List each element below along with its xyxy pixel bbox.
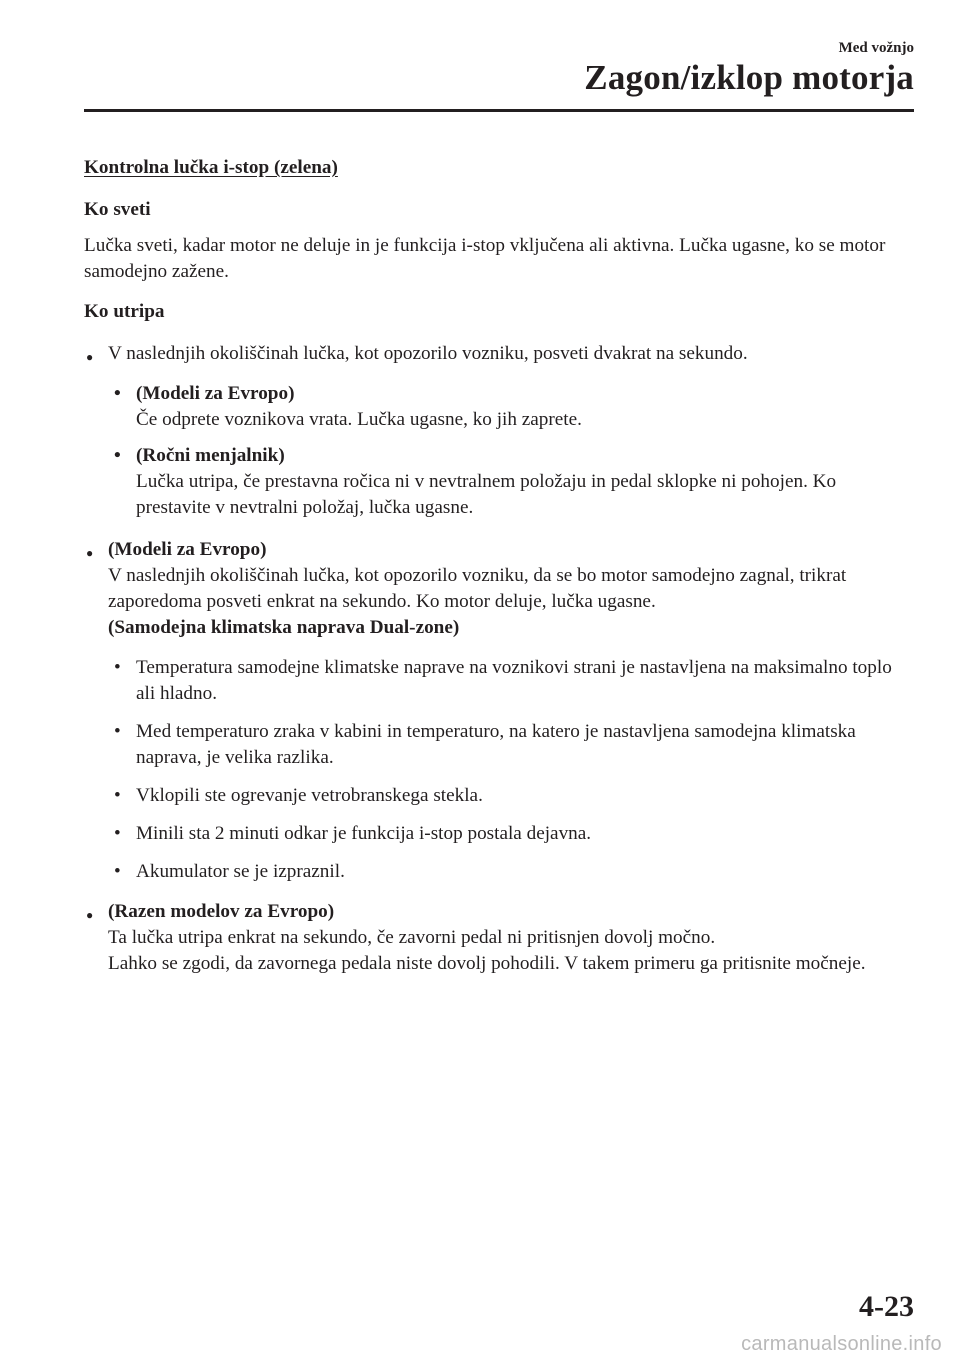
bullet-item-2 <box>84 537 914 641</box>
condition-item-text: Minili sta 2 minuti odkar je funkcija i-stop postala dejavna. <box>136 823 592 844</box>
sub-bullet-1-text: Če odprete voznikova vrata. Lučka ugasne, ko jih zaprete. <box>136 409 582 430</box>
page-content <box>84 155 914 977</box>
sub-bullet-2-text: Lučka utripa, če prestavna ročica ni v nevtralnem položaju in pedal sklopke ni pohojen. Ko prestavite v nevtralni položaj, lučka ugasne. <box>136 471 837 518</box>
sub-bullet-marker: • <box>114 383 121 404</box>
bullet-item-3-text-1: Ta lučka utripa enkrat na sekundo, če zavorni pedal ni pritisnjen dovolj močno. <box>108 927 716 948</box>
sub-bullet-2-title: (Ročni menjalnik) <box>136 445 285 466</box>
condition-item-text: Med temperaturo zraka v kabini in temperaturo, na katero je nastavljena samodejna klimatska naprava, je velika razlika. <box>136 721 856 768</box>
sub-bullet-marker: • <box>114 823 121 844</box>
bullet-item-2-title: (Modeli za Evropo) <box>108 539 267 560</box>
bullet-item-1 <box>84 341 914 367</box>
section-title: Kontrolna lučka i-stop (zelena) <box>84 157 338 178</box>
watermark: carmanualsonline.info <box>741 1333 942 1355</box>
round-bullet-marker: ● <box>86 908 94 922</box>
sub-bullet-1 <box>84 381 914 433</box>
sub-bullet-marker: • <box>114 861 121 882</box>
subheading-ko-utripa: Ko utripa <box>84 301 165 322</box>
round-bullet-marker: ● <box>86 350 94 364</box>
condition-item <box>84 821 914 847</box>
sub-bullet-marker: • <box>114 657 121 678</box>
condition-item-text: Akumulator se je izpraznil. <box>136 861 345 882</box>
bullet-item-1-text: V naslednjih okoliščinah lučka, kot opozorilo vozniku, posveti dvakrat na sekundo. <box>108 343 748 364</box>
subheading-ko-sveti: Ko sveti <box>84 199 151 220</box>
bullet-item-3 <box>84 899 914 977</box>
paragraph-ko-sveti: Lučka sveti, kadar motor ne deluje in je funkcija i-stop vključena ali aktivna. Lučka ugasne, ko se motor samodejno zažene. <box>84 235 886 282</box>
condition-item <box>84 719 914 771</box>
condition-item <box>84 859 914 885</box>
bullet-item-2-text: V naslednjih okoliščinah lučka, kot opozorilo vozniku, da se bo motor samodejno zagnal, trikrat zaporedoma posveti enkrat na sekundo. Ko motor deluje, lučka ugasne. <box>108 565 847 612</box>
condition-item-text: Vklopili ste ogrevanje vetrobranskega stekla. <box>136 785 483 806</box>
condition-item <box>84 783 914 809</box>
header-title: Zagon/izklop motorja <box>584 58 914 97</box>
sub-bullet-marker: • <box>114 445 121 466</box>
sub-bullet-1-title: (Modeli za Evropo) <box>136 383 295 404</box>
header-section-label: Med vožnjo <box>838 40 914 56</box>
sub-bullet-marker: • <box>114 721 121 742</box>
bullet-item-3-title: (Razen modelov za Evropo) <box>108 901 335 922</box>
condition-item-text: Temperatura samodejne klimatske naprave na voznikovi strani je nastavljena na maksimalno toplo ali hladno. <box>136 657 892 704</box>
sub-bullet-marker: • <box>114 785 121 806</box>
bullet-item-2-subheading: (Samodejna klimatska naprava Dual-zone) <box>108 617 460 638</box>
page-number: 4-23 <box>859 1290 914 1323</box>
sub-bullet-2 <box>84 443 914 521</box>
condition-item <box>84 655 914 707</box>
round-bullet-marker: ● <box>86 546 94 560</box>
header-rule <box>84 109 914 112</box>
bullet-item-3-text-2: Lahko se zgodi, da zavornega pedala niste dovolj pohodili. V takem primeru ga pritisnite močneje. <box>108 953 866 974</box>
